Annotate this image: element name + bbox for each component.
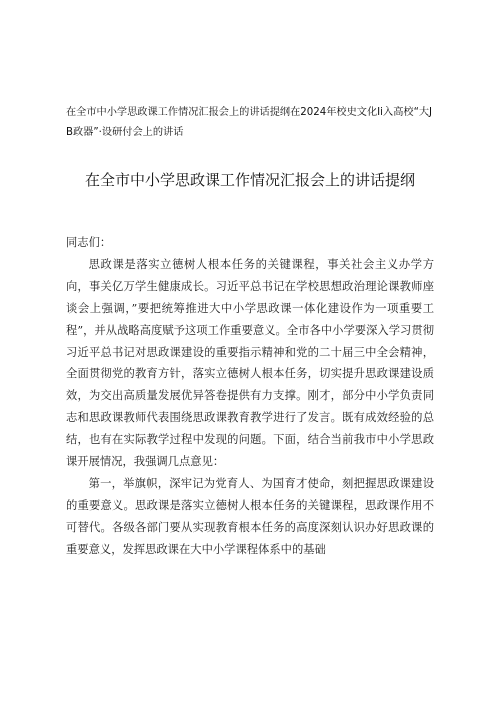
paragraph: 第一，举旗帜，深牢记为党育人、为国育才使命，刻把握思政课建设的重要意义。思政课是落实立德树人根本任务的关键课程，思政课作用不可替代。各级各部门要从实现教育根本任务的高度深刻认识办好思政课的重要意义，发挥思政课在大中小学课程体系中的基础: [66, 476, 434, 556]
speech-body: [66, 232, 434, 561]
salutation: 同志们：: [66, 236, 112, 249]
page-title: 在全市中小学思政课工作情况汇报会上的讲话提纲: [84, 171, 415, 189]
header-title: 在全市中小学思政课工作情况汇报会上的讲话提纲在2024年校史文化Ii入高校“大J B政器”·设研付会上的讲话: [66, 107, 433, 138]
paragraph: 思政课是落实立德树人根本任务的关键课程，事关社会主义办学方向，事关亿万学生健康成长。习近平总书记在学校思想政治理论课教师座谈会上强调，”要把统筹推进大中小学思政课一体化建设作为一项重要工程”，并从战略高度赋予这项工作重要意义。全市各中小学要深入学习贯彻习近平总书记对思政课建设的重要指示精神和党的二十届三中全会精神，全面贯彻党的教育方针，落实立德树人根本任务，切实提升思政课建设质效，为交出高质量发展优异答卷提供有力支撑。刚才，部分中小学负责同志和思政课教师代表围绕思政课教育教学进行了发言。既有成效经验的总结，也有在实际教学过程中发现的问题。下面，结合当前我市中小学思政课开展情况，我强调几点意见：: [66, 257, 434, 469]
